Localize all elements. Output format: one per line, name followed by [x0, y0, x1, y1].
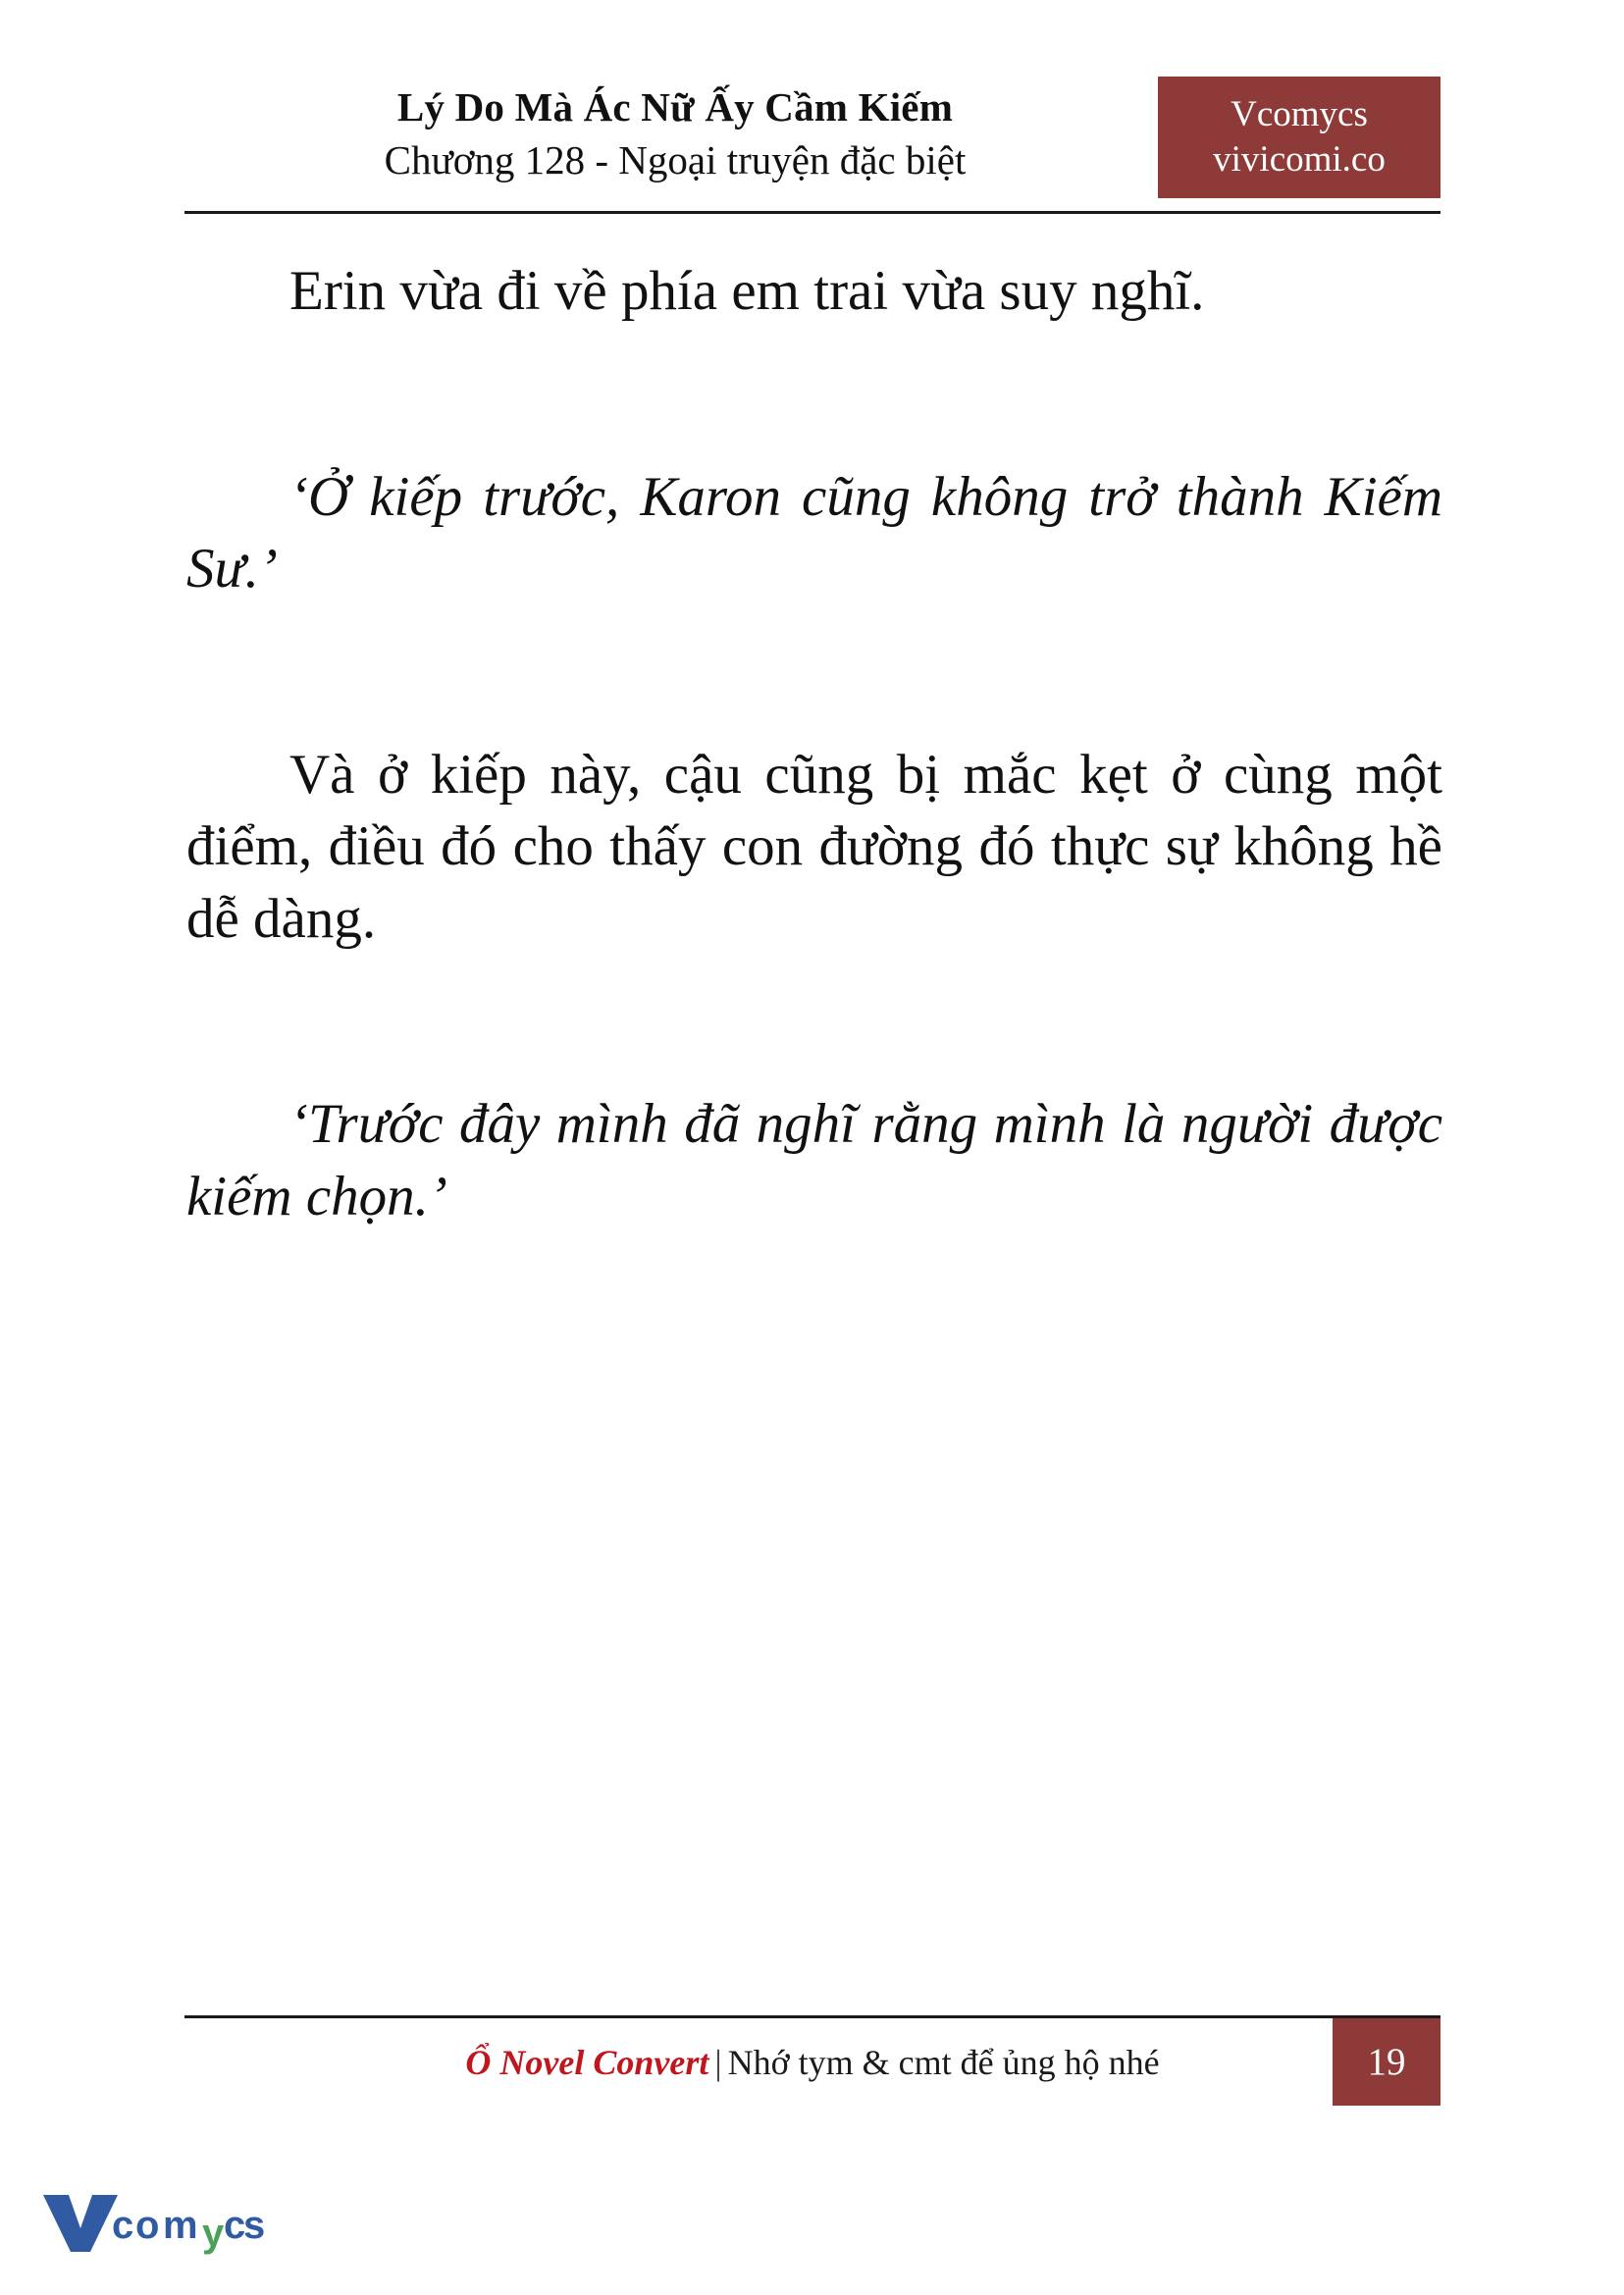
svg-text:s: s	[243, 2204, 265, 2247]
page-header	[184, 77, 1441, 214]
book-title: Lý Do Mà Ác Nữ Ấy Cầm Kiếm	[396, 84, 954, 130]
page-content	[186, 255, 1442, 1309]
svg-text:o: o	[135, 2204, 160, 2247]
brand-name: Vcomycs	[1231, 93, 1368, 134]
page-number: 19	[1367, 2041, 1406, 2083]
footer-content	[184, 2018, 1441, 2106]
brand-url: vivicomi.co	[1213, 139, 1386, 180]
chapter-title: Chương 128 - Ngoại truyện đặc biệt	[384, 137, 967, 183]
svg-text:m: m	[163, 2204, 198, 2247]
paragraph: ‘Trước đây mình đã nghĩ rằng mình là người được kiếm chọn.’	[186, 1093, 1442, 1227]
svg-text:y: y	[202, 2212, 225, 2255]
svg-text:c: c	[224, 2204, 246, 2247]
paragraph: Và ở kiếp này, cậu cũng bị mắc kẹt ở cùng một điểm, điều đó cho thấy con đường đó thực sự không hề dễ dàng.	[186, 743, 1442, 950]
brand-badge	[1158, 77, 1441, 198]
page-footer	[184, 2015, 1441, 2106]
header-divider	[184, 211, 1441, 214]
paragraph: Erin vừa đi về phía em trai vừa suy nghĩ.	[289, 260, 1205, 322]
footer-note: Nhớ tym & cmt để ủng hộ nhé	[727, 2042, 1160, 2082]
footer-separator: |	[714, 2042, 722, 2082]
header-title-group	[184, 80, 1166, 186]
watermark-logo	[39, 2181, 265, 2258]
paragraph: ‘Ở kiếp trước, Karon cũng không trở thành Kiếm Sư.’	[186, 465, 1442, 600]
footer-text-group	[465, 2042, 1159, 2083]
svg-text:c: c	[112, 2204, 134, 2247]
vcomycs-logo-icon	[39, 2181, 265, 2258]
footer-brand: Ổ Novel Convert	[465, 2042, 709, 2082]
page-number-badge	[1333, 2018, 1441, 2106]
